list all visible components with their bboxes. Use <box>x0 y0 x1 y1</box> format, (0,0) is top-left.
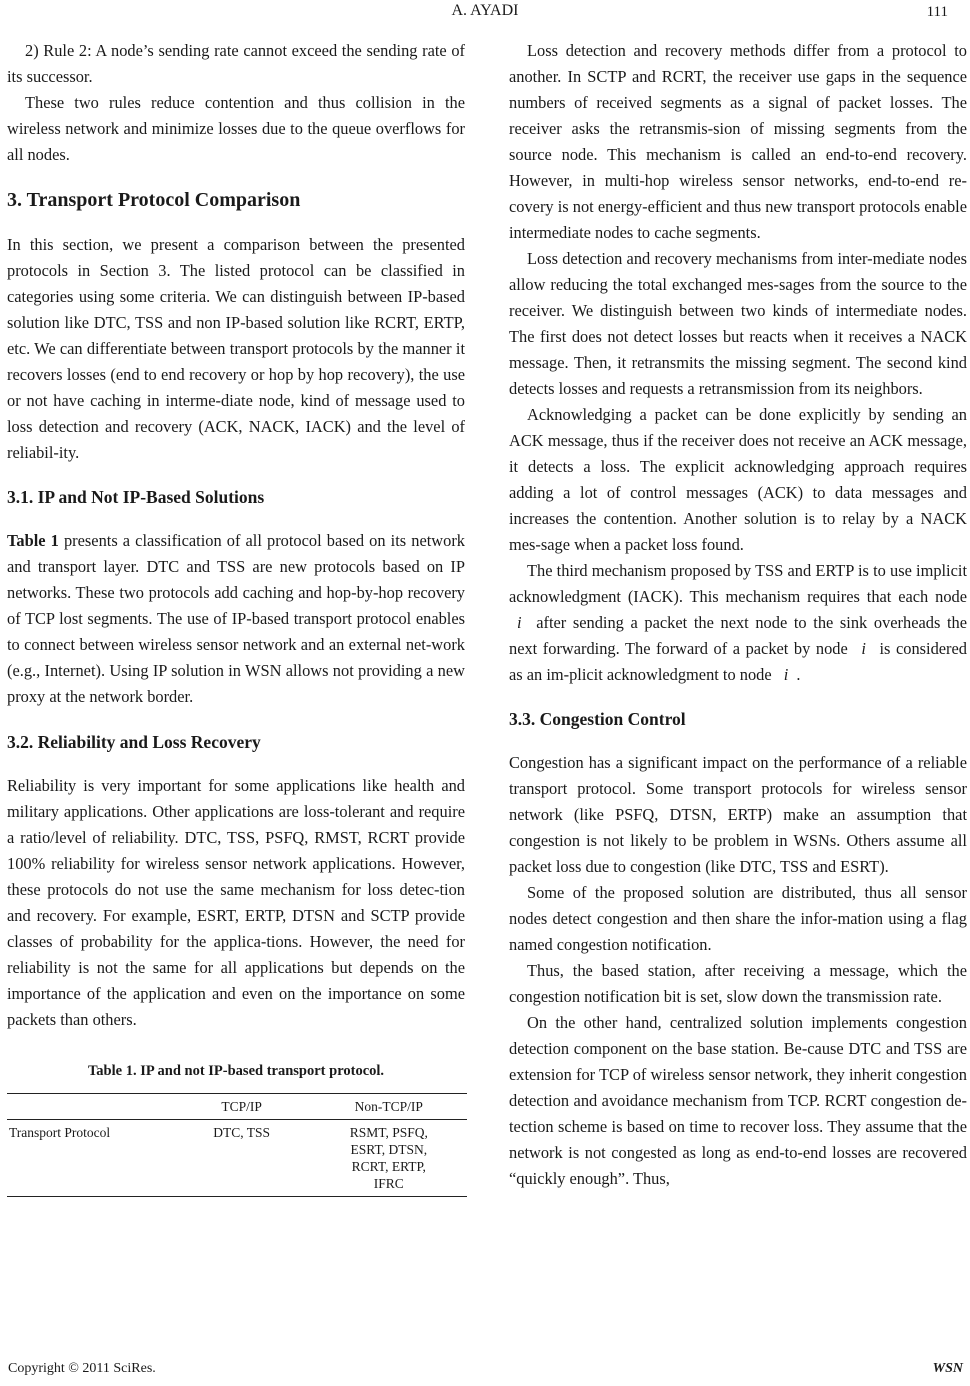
table-1-header-non-tcpip: Non-TCP/IP <box>311 1094 467 1120</box>
non-tcpip-line: RSMT, PSFQ, <box>349 1125 428 1140</box>
implicit-ack-text-b: after sending a packet the next node to the sink overheads the next forwarding. The forward of a packet by node <box>509 613 968 658</box>
running-header-author: A. AYADI <box>451 2 519 19</box>
congestion-intro-paragraph: Congestion has a significant impact on the performance of a reliable transport protocol. Some transport protocols for wireless sensor network (like PSFQ, DTSN, ERTP) make an assumption that congestion is not likely to be problem in WSNs. Others assume all packet loss due to congestion (like DTC, TSS and ESRT). <box>509 753 967 876</box>
based-station-paragraph: Thus, the based station, after receiving a message, which the congestion notification bit is set, slow down the transmission rate. <box>509 961 967 1006</box>
table-1-header-row <box>7 1094 467 1120</box>
section-3-heading: 3. Transport Protocol Comparison <box>7 189 301 211</box>
implicit-ack-text-d: . <box>796 665 801 684</box>
left-column <box>7 38 465 1197</box>
centralized-solution-paragraph: On the other hand, centralized solution implements congestion detection component on the base station. Be-cause DTC and TSS are extension for TCP of wireless sensor network, they inherit congestion detection and avoidance mechanism from TCP. RCRT congestion de-tection scheme is based on time to recover loss. They assume that the network is not congested as long as end-to-end losses are recovered “quickly enough”. Thus, <box>509 1013 967 1188</box>
section-3-3-heading: 3.3. Congestion Control <box>509 709 686 729</box>
loss-detection-paragraph: Loss detection and recovery methods differ from a protocol to another. In SCTP and RCRT, the receiver use gaps in the sequence numbers of received segments as a signal of packet losses. The receiver asks the retransmis-sion of missing segments from the source node. This mechanism is called an end-to-end recovery. However, in multi-hop wireless sensor networks, end-to-end re-covery is not energy-efficient and thus new transport protocols enable intermediate nodes to cache segments. <box>509 41 967 242</box>
copyright-notice: Copyright © 2011 SciRes. <box>8 1361 156 1376</box>
distributed-solution-paragraph: Some of the proposed solution are distributed, thus all sensor nodes detect congestion and then share the infor-mation using a flag named congestion notification. <box>509 883 967 954</box>
implicit-ack-text-c: is considered as an im-plicit acknowledgment to node <box>509 639 967 684</box>
section-3-1-heading: 3.1. IP and Not IP-Based Solutions <box>7 487 265 507</box>
table-row <box>7 1120 467 1197</box>
section-3-2-paragraph: Reliability is very important for some applications like health and military applications. Other applications are loss-tolerant and require a ratio/level of reliability. DTC, TSS, PSFQ, RMST, RCRT provide 100% reliability for wireless sensor network applications. However, these protocols do not use the same mechanism for loss detec-tion and recovery. For example, ESRT, ERTP, DTSN and SCTP provide classes of probability for the applica-tions. However, the need for reliability is not the same for all applications but depends on the importance of the application and even on the importance on some packets than others. <box>7 776 465 1029</box>
section-3-1-paragraph <box>7 528 465 710</box>
page-footer <box>8 1361 963 1377</box>
rule-2-paragraph: 2) Rule 2: A node’s sending rate cannot exceed the sending rate of its successor. <box>7 41 465 86</box>
journal-abbreviation: WSN <box>932 1361 963 1376</box>
section-3-1-paragraph-text: presents a classification of all protocol based on its network and transport layer. DTC and TSS are new protocols based on IP networks. These two protocols add caching and hop-by-hop recovery of TCP lost segments. The use of IP-based transport protocol enables to connect between wireless sensor network and an external net-work (e.g., Internet). Using IP solution in WSN allows not providing a new proxy at the network border. <box>7 531 465 706</box>
table-1-header-empty <box>7 1094 173 1120</box>
intermediate-nodes-paragraph: Loss detection and recovery mechanisms from inter-mediate nodes allow reducing the total exchanged mes-sages from the source to the receiver. We distinguish between two kinds of intermediate nodes. The first does not detect losses but reacts when it receives a NACK message. Then, it retransmits the missing segment. The second kind detects losses and requests a retransmission from its neighbors. <box>509 249 967 398</box>
table-1-tcpip-cell: DTC, TSS <box>173 1120 311 1197</box>
right-column <box>509 38 967 1192</box>
table-1-non-tcpip-cell <box>311 1120 467 1197</box>
table-1-row-label: Transport Protocol <box>7 1120 173 1197</box>
non-tcpip-line: RCRT, ERTP, <box>351 1159 426 1174</box>
page-number: 111 <box>926 4 948 20</box>
section-3-intro-paragraph: In this section, we present a comparison between the presented protocols in Section 3. The listed protocol can be classified in categories using some criteria. We can distinguish between IP-based solution like DTC, TSS and non IP-based solution like RCRT, ERTP, etc. We can differentiate between transport protocols by the manner it recovers losses (end to end recovery or hop by hop recovery), the use or not have caching in interme-diate node, kind of message used to loss detection and recovery (ACK, NACK, IACK) and the level of reliabil-ity. <box>7 235 465 462</box>
table-1-reference: Table 1 <box>7 531 59 550</box>
section-3-2-heading: 3.2. Reliability and Loss Recovery <box>7 732 261 752</box>
implicit-ack-text-a: The third mechanism proposed by TSS and ERTP is to use implicit acknowledgment (IACK). This mechanism requires that each node <box>509 561 967 606</box>
non-tcpip-line: ESRT, DTSN, <box>350 1142 428 1157</box>
variable-i: i <box>783 665 789 684</box>
implicit-ack-paragraph <box>509 558 967 688</box>
variable-i: i <box>517 613 522 632</box>
acknowledging-paragraph: Acknowledging a packet can be done explicitly by sending an ACK message, thus if the receiver does not receive an ACK message, it detects a loss. The explicit acknowledging approach requires adding a lot of control messages (ACK) to data messages and increases the contention. Another solution is to relay by a NACK mes-sage when a packet loss found. <box>509 405 967 554</box>
non-tcpip-line: IFRC <box>373 1176 404 1191</box>
table-1-header-tcpip: TCP/IP <box>173 1094 311 1120</box>
table-1 <box>7 1093 467 1197</box>
rules-summary-paragraph: These two rules reduce contention and thus collision in the wireless network and minimize losses due to the queue overflows for all nodes. <box>7 93 465 164</box>
variable-i: i <box>861 639 866 658</box>
table-1-caption: Table 1. IP and not IP-based transport protocol. <box>87 1063 385 1079</box>
